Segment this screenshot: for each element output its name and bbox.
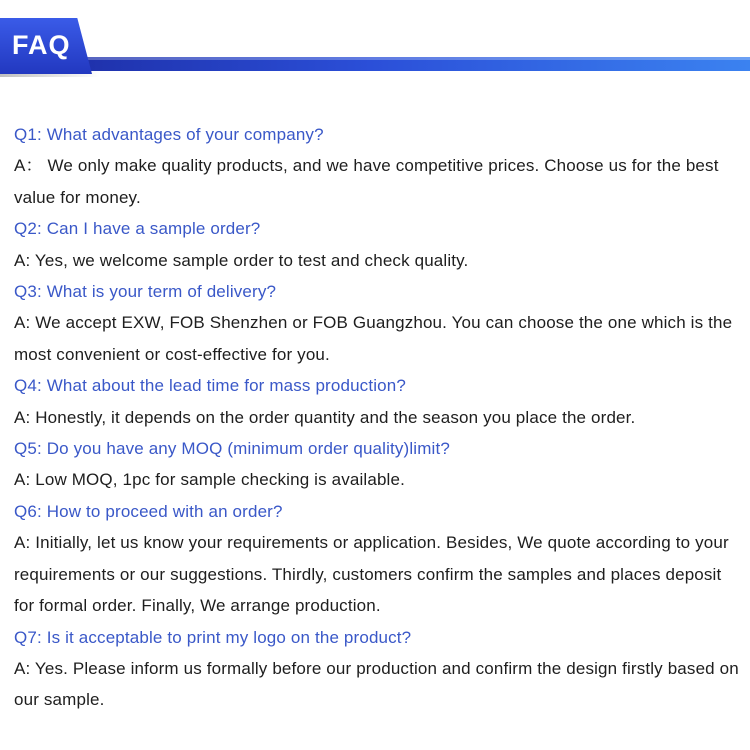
faq-question-2: Q2: Can I have a sample order? — [14, 219, 261, 239]
faq-answer-2: A: Yes, we welcome sample order to test and check quality. — [14, 250, 469, 270]
faq-list — [14, 119, 742, 716]
faq-header-banner — [0, 0, 750, 90]
faq-item-5 — [14, 433, 742, 496]
faq-question-7: Q7: Is it acceptable to print my logo on the product? — [14, 627, 412, 647]
faq-item-1 — [14, 119, 742, 213]
faq-question-1: Q1: What advantages of your company? — [14, 125, 324, 144]
faq-item-4 — [14, 370, 742, 433]
faq-item-6 — [14, 496, 742, 622]
header-bar-highlight — [60, 57, 750, 60]
faq-question-4: Q4: What about the lead time for mass production? — [14, 376, 406, 396]
faq-question-3: Q3: What is your term of delivery? — [14, 282, 277, 302]
faq-question-5: Q5: Do you have any MOQ (minimum order quality)limit? — [14, 439, 450, 459]
faq-question-6: Q6: How to proceed with an order? — [14, 501, 283, 521]
faq-item-7 — [14, 622, 742, 716]
faq-answer-4: A: Honestly, it depends on the order quantity and the season you place the order. — [14, 407, 636, 427]
faq-item-2 — [14, 213, 742, 276]
faq-answer-3: A: We accept EXW, FOB Shenzhen or FOB Guangzhou. You can choose the one which is the most convenient or cost-effective for you. — [14, 313, 733, 364]
faq-answer-5: A: Low MOQ, 1pc for sample checking is available. — [14, 470, 405, 490]
faq-item-3 — [14, 276, 742, 370]
faq-answer-6: A: Initially, let us know your requirements or application. Besides, We quote according to your requirements or our suggestions. Thirdly, customers confirm the samples and places deposit for formal order. Finally, We arrange production. — [14, 533, 729, 616]
page-title: FAQ — [12, 30, 71, 60]
faq-answer-7: A: Yes. Please inform us formally before our production and confirm the design firstly based on our sample. — [14, 658, 739, 710]
faq-answer-1: A： We only make quality products, and we have competitive prices. Choose us for the best value for money. — [14, 156, 719, 207]
